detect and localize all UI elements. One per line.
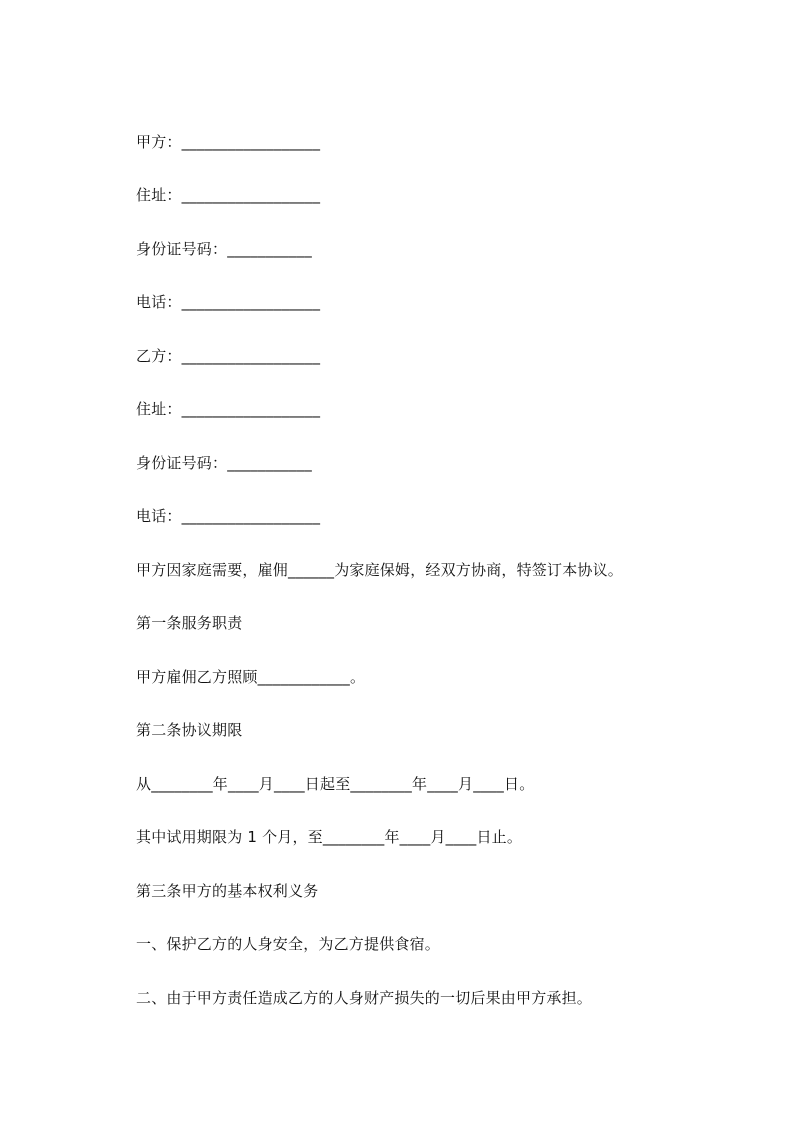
intro-paragraph: 甲方因家庭需要，雇佣______为家庭保姆，经双方协商，特签订本协议。 bbox=[136, 561, 624, 579]
article-3-heading: 第三条甲方的基本权利义务 bbox=[136, 882, 319, 900]
article-2-heading: 第二条协议期限 bbox=[136, 721, 243, 739]
party-b-phone-line: 电话：__________________ bbox=[136, 507, 321, 525]
party-b-id-number-line: 身份证号码：___________ bbox=[136, 454, 312, 472]
article-3-item-1: 一、保护乙方的人身安全，为乙方提供食宿。 bbox=[136, 935, 441, 953]
party-a-address-line: 住址：__________________ bbox=[136, 186, 321, 204]
article-1-heading: 第一条服务职责 bbox=[136, 614, 243, 632]
article-3-item-2: 二、由于甲方责任造成乙方的人身财产损失的一切后果由甲方承担。 bbox=[136, 989, 593, 1007]
party-b-name-line: 乙方：__________________ bbox=[136, 347, 321, 365]
party-b-address-line: 住址：__________________ bbox=[136, 400, 321, 418]
party-a-id-number-line: 身份证号码：___________ bbox=[136, 240, 312, 258]
term-period-line: 从________年____月____日起至________年____月____日。 bbox=[136, 775, 535, 793]
party-a-name-line: 甲方：__________________ bbox=[136, 133, 321, 151]
article-1-text: 甲方雇佣乙方照顾____________。 bbox=[136, 668, 366, 686]
trial-period-line: 其中试用期限为 1 个月，至________年____月____日止。 bbox=[136, 828, 523, 846]
party-a-phone-line: 电话：__________________ bbox=[136, 293, 321, 311]
